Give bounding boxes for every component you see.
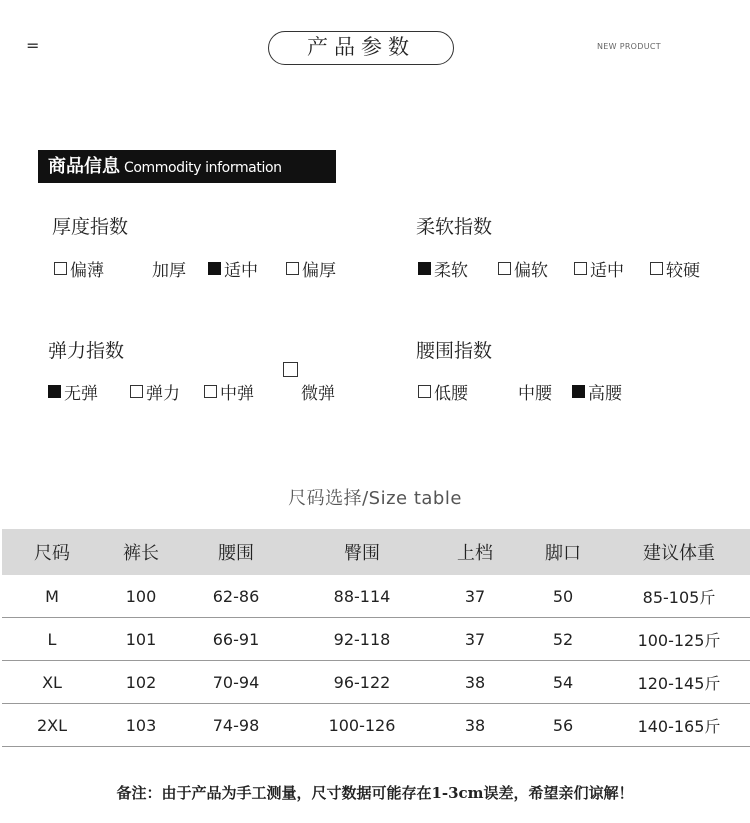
softness-option-softer: 偏软 <box>498 256 548 281</box>
commodity-label-cn: 商品信息 <box>48 156 120 177</box>
table-cell: L <box>2 618 102 661</box>
thickness-option-medium: 适中 <box>208 256 258 281</box>
column-header: 建议体重 <box>608 529 750 575</box>
softness-title: 柔软指数 <box>416 216 493 238</box>
table-cell: 88-114 <box>292 575 432 618</box>
checkbox-filled-icon <box>418 262 431 275</box>
checkbox-empty-icon <box>418 385 431 398</box>
column-header: 裤长 <box>102 529 180 575</box>
checkbox-empty-icon <box>650 262 663 275</box>
table-cell: 50 <box>518 575 608 618</box>
table-cell: 37 <box>432 618 518 661</box>
checkbox-empty-icon <box>130 385 143 398</box>
checkbox-empty-icon <box>283 362 298 377</box>
elasticity-option-none: 无弹 <box>48 379 98 404</box>
table-cell: M <box>2 575 102 618</box>
table-header-row <box>2 529 750 575</box>
table-cell: 2XL <box>2 704 102 747</box>
thickness-title: 厚度指数 <box>52 216 129 238</box>
table-cell: 54 <box>518 661 608 704</box>
softness-option-medium: 适中 <box>574 256 624 281</box>
table-row <box>2 661 750 704</box>
menu-glyph: = <box>26 36 40 55</box>
table-cell: 74-98 <box>180 704 292 747</box>
softness-option-hard: 较硬 <box>650 256 700 281</box>
checkbox-empty-icon <box>286 262 299 275</box>
table-cell: 102 <box>102 661 180 704</box>
size-table-title: 尺码选择/Size table <box>288 488 462 509</box>
table-cell: 120-145斤 <box>608 661 750 704</box>
table-cell: 85-105斤 <box>608 575 750 618</box>
thickness-option-thin: 偏薄 <box>54 256 104 281</box>
table-cell: 103 <box>102 704 180 747</box>
column-header: 脚口 <box>518 529 608 575</box>
table-cell: 101 <box>102 618 180 661</box>
table-row <box>2 575 750 618</box>
table-row <box>2 704 750 747</box>
column-header: 上档 <box>432 529 518 575</box>
table-cell: 140-165斤 <box>608 704 750 747</box>
checkbox-empty-icon <box>498 262 511 275</box>
column-header: 臀围 <box>292 529 432 575</box>
table-cell: 96-122 <box>292 661 432 704</box>
table-cell: 38 <box>432 661 518 704</box>
checkbox-empty-icon <box>204 385 217 398</box>
waist-title: 腰围指数 <box>416 340 493 362</box>
commodity-label-en: Commodity information <box>124 160 282 176</box>
elasticity-option-slight: 微弹 <box>301 384 335 404</box>
table-cell: 62-86 <box>180 575 292 618</box>
checkbox-filled-icon <box>208 262 221 275</box>
size-table <box>2 529 750 747</box>
checkbox-empty-icon <box>54 262 67 275</box>
table-cell: 38 <box>432 704 518 747</box>
table-cell: 100-126 <box>292 704 432 747</box>
measurement-note: 备注：由于产品为手工测量，尺寸数据可能存在1-3cm误差，希望亲们谅解！ <box>116 784 634 802</box>
checkbox-filled-icon <box>572 385 585 398</box>
waist-option-mid: 中腰 <box>518 384 552 404</box>
thickness-option-thick: 加厚 <box>152 261 186 281</box>
softness-option-soft: 柔软 <box>418 256 468 281</box>
thickness-option-thicker: 偏厚 <box>286 256 336 281</box>
table-cell: XL <box>2 661 102 704</box>
table-cell: 52 <box>518 618 608 661</box>
waist-option-low: 低腰 <box>418 379 468 404</box>
page-title: 产品参数 <box>268 31 454 65</box>
table-cell: 37 <box>432 575 518 618</box>
column-header: 腰围 <box>180 529 292 575</box>
checkbox-filled-icon <box>48 385 61 398</box>
table-cell: 100 <box>102 575 180 618</box>
table-cell: 92-118 <box>292 618 432 661</box>
checkbox-empty-icon <box>574 262 587 275</box>
elasticity-title: 弹力指数 <box>48 340 125 362</box>
waist-option-high: 高腰 <box>572 379 622 404</box>
table-cell: 70-94 <box>180 661 292 704</box>
table-cell: 56 <box>518 704 608 747</box>
new-product-tag: NEW PRODUCT <box>597 42 661 51</box>
elasticity-option-elastic: 弹力 <box>130 379 180 404</box>
commodity-info-banner <box>38 150 336 183</box>
table-cell: 66-91 <box>180 618 292 661</box>
column-header: 尺码 <box>2 529 102 575</box>
elasticity-option-medium: 中弹 <box>204 379 254 404</box>
table-cell: 100-125斤 <box>608 618 750 661</box>
table-row <box>2 618 750 661</box>
